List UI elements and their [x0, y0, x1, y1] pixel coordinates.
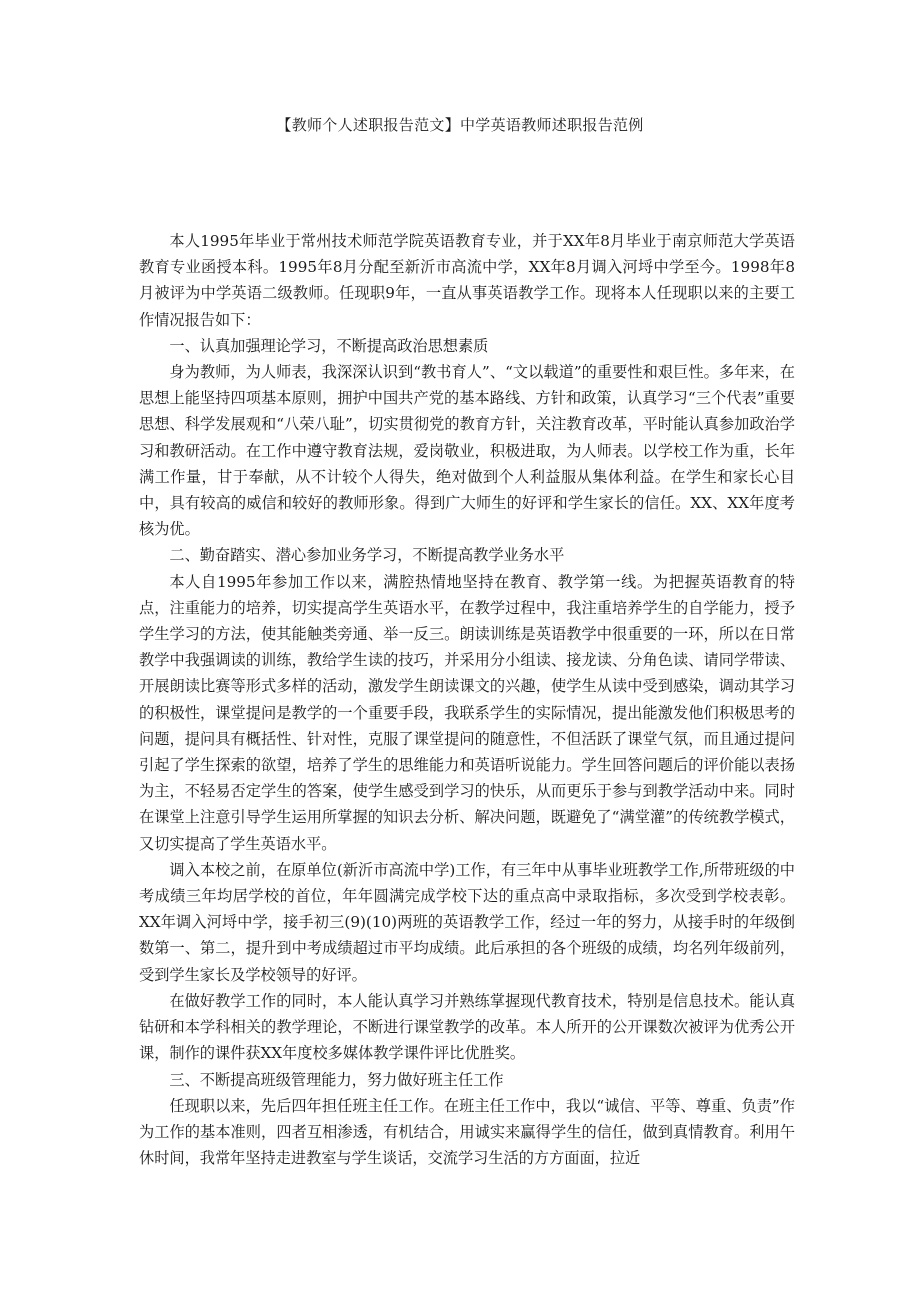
document-body	[139, 228, 795, 1171]
paragraph-teaching: 本人自1995年参加工作以来，满腔热情地坚持在教育、教学第一线。为把握英语教育的特点，注重能力的培养，切实提高学生英语水平，在教学过程中，我注重培养学生的自学能力，授予学生学习的方法，使其能触类旁通、举一反三。朗读训练是英语教学中很重要的一环，所以在日常教学中我强调读的训练，教给学生读的技巧，并采用分小组读、接龙读、分角色读、请同学带读、开展朗读比赛等形式多样的活动，激发学生朗读课文的兴趣，使学生从读中受到感染，调动其学习的积极性，课堂提问是教学的一个重要手段，我联系学生的实际情况，提出能激发他们积极思考的问题，提问具有概括性、针对性，克服了课堂提问的随意性，不但活跃了课堂气氛，而且通过提问引起了学生探索的欲望，培养了学生的思维能力和英语听说能力。学生回答问题后的评价能以表扬为主，不轻易否定学生的答案，使学生感受到学习的快乐，从而更乐于参与到教学活动中来。同时在课堂上注意引导学生运用所掌握的知识去分析、解决问题，既避免了“满堂灌”的传统教学模式，又切实提高了学生英语水平。	[139, 572, 795, 853]
paragraph-previous-unit: 调入本校之前，在原单位(新沂市高流中学)工作，有三年中从事毕业班教学工作,所带班级的中考成绩三年均居学校的首位，年年圆满完成学校下达的重点高中录取指标，多次受到学校表彰。XX年调入河埒中学，接手初三(9)(10)两班的英语教学工作，经过一年的努力，从接手时的年级倒数第一、第二，提升到中考成绩超过市平均成绩。此后承担的各个班级的成绩，均名列年级前列，受到学生家长及学校领导的好评。	[139, 860, 795, 984]
section-heading-3: 三、不断提高班级管理能力，努力做好班主任工作	[169, 1070, 504, 1089]
paragraph-intro: 本人1995年毕业于常州技术师范学院英语教育专业，并于XX年8月毕业于南京师范大学英语教育专业函授本科。1995年8月分配至新沂市高流中学，XX年8月调入河埒中学至今。1998年8月被评为中学英语二级教师。任现职9年，一直从事英语教学工作。现将本人任现职以来的主要工作情况报告如下：	[139, 232, 795, 329]
paragraph-section-1: 身为教师，为人师表，我深深认识到“教书育人”、“文以载道”的重要性和艰巨性。多年来，在思想上能坚持四项基本原则，拥护中国共产党的基本路线、方针和政策，认真学习“三个代表”重要思想、科学发展观和“八荣八耻”，切实贯彻党的教育方针，关注教育改革，平时能认真参加政治学习和教研活动。在工作中遵守教育法规，爱岗敬业，积极进取，为人师表。以学校工作为重，长年满工作量，甘于奉献，从不计较个人得失，绝对做到个人利益服从集体利益。在学生和家长心目中，具有较高的威信和较好的教师形象。得到广大师生的好评和学生家长的信任。XX、XX年度考核为优。	[139, 363, 795, 539]
document-title: 【教师个人述职报告范文】中学英语教师述职报告范例	[276, 116, 644, 134]
paragraph-technology: 在做好教学工作的同时，本人能认真学习并熟练掌握现代教育技术，特别是信息技术。能认真钻研和本学科相关的教学理论，不断进行课堂教学的改革。本人所开的公开课数次被评为优秀公开课，制作的课件获XX年度校多媒体教学课件评比优胜奖。	[139, 991, 795, 1063]
section-heading-2: 二、勤奋踏实、潜心参加业务学习，不断提高教学业务水平	[169, 546, 565, 565]
section-heading-1: 一、认真加强理论学习，不断提高政治思想素质	[169, 336, 489, 355]
paragraph-class-management: 任现职以来，先后四年担任班主任工作。在班主任工作中，我以“诚信、平等、尊重、负责”作为工作的基本准则，四者互相渗透，有机结合，用诚实来赢得学生的信任，做到真情教育。利用午休时间，我常年坚持走进教室与学生谈话，交流学习生活的方方面面，拉近	[139, 1096, 795, 1168]
